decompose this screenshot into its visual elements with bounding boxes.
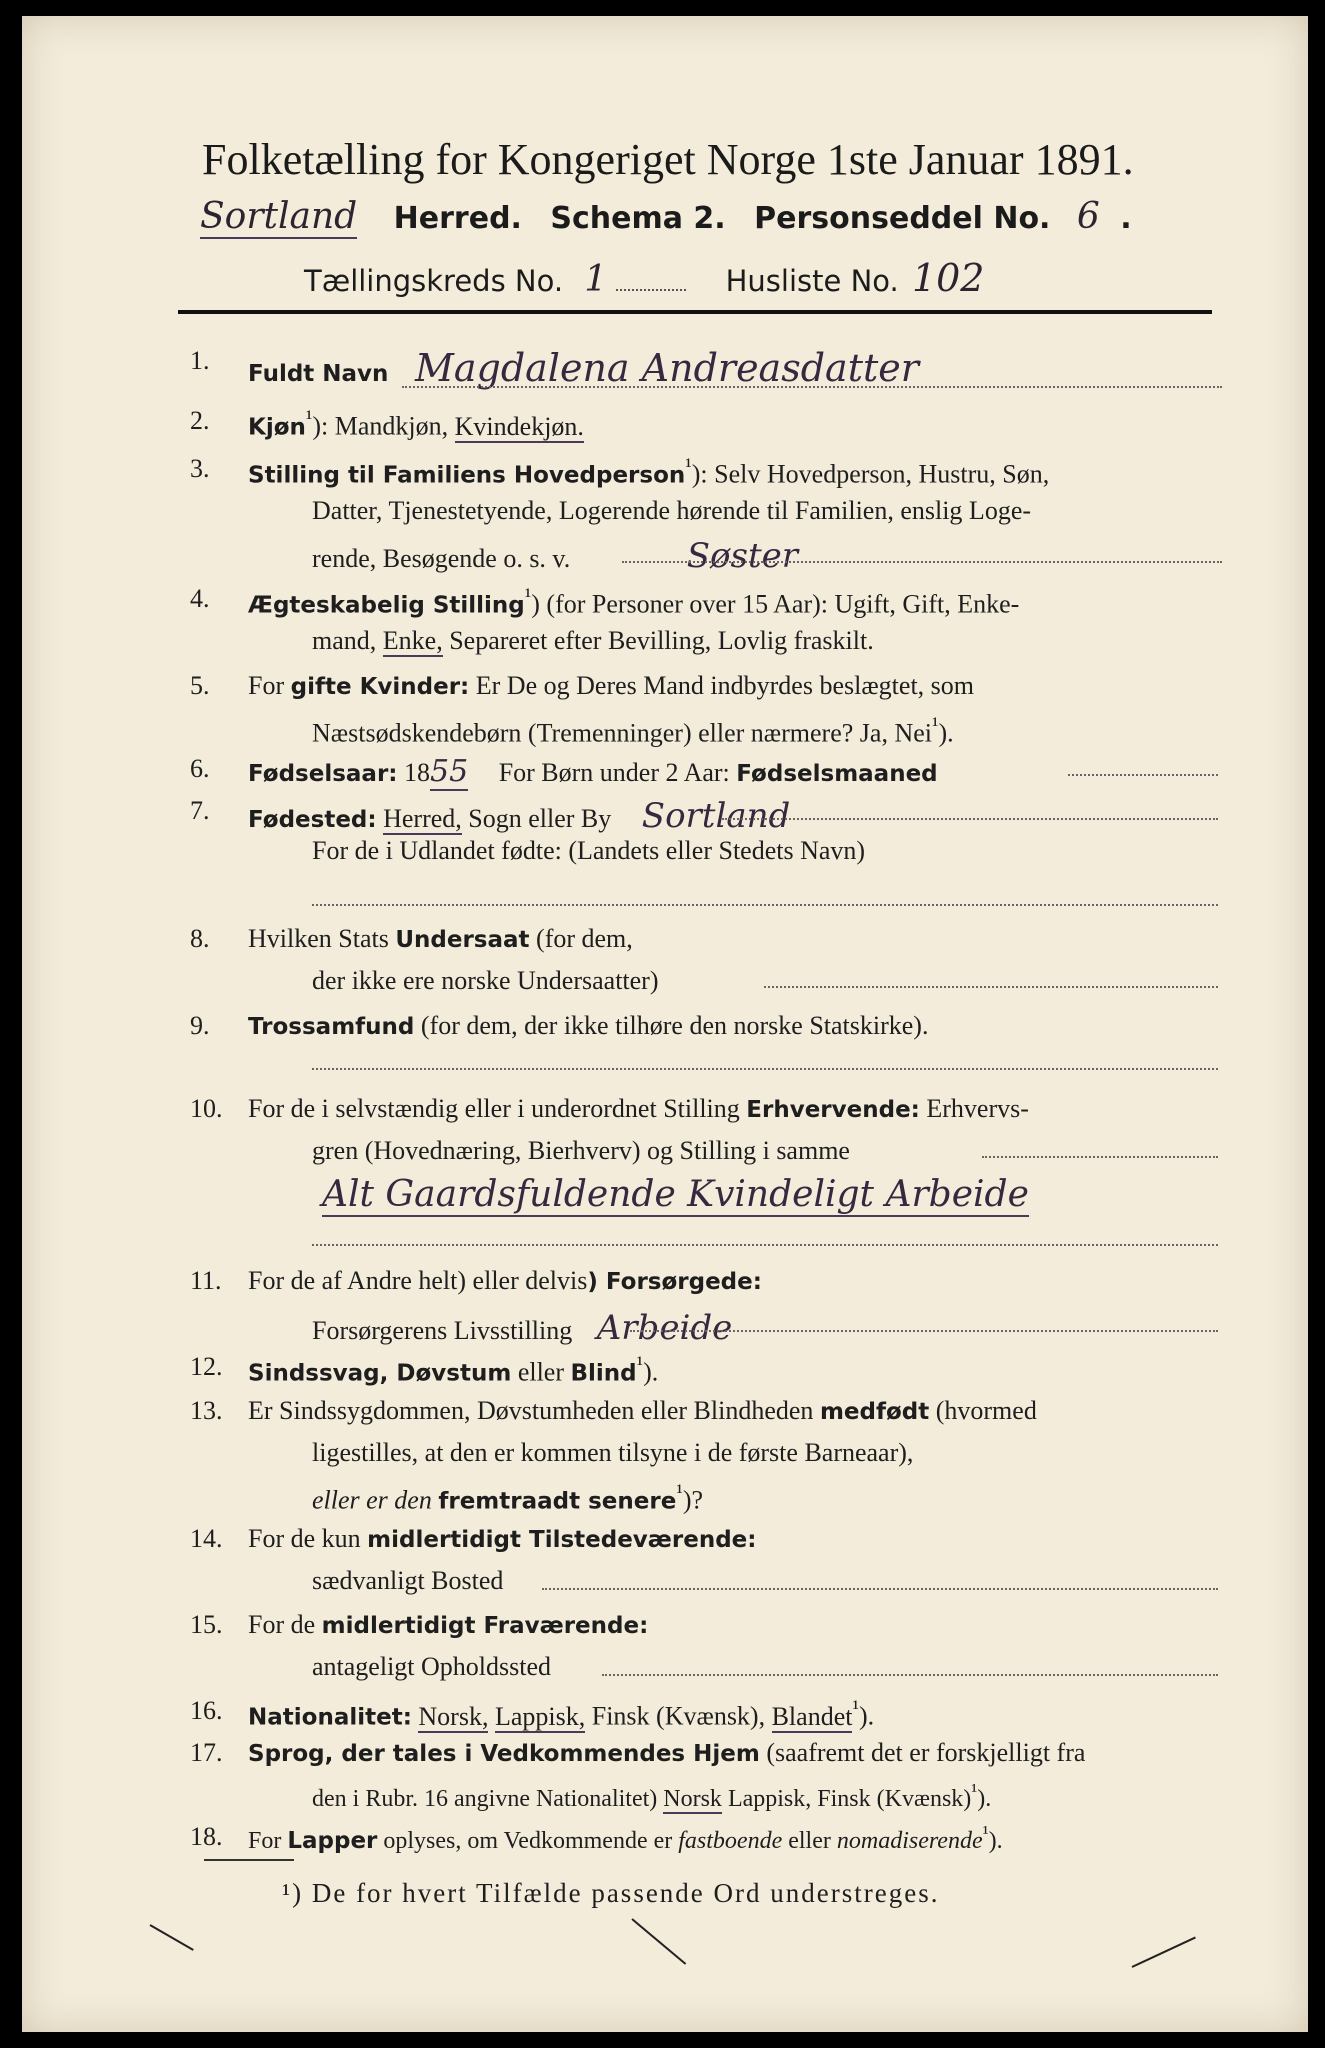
herred-label: Herred.: [393, 201, 522, 236]
item-4-selected: Enke,: [382, 626, 443, 655]
schema-label: Schema 2.: [550, 201, 726, 236]
form-title: Folketælling for Kongeriget Norge 1ste Januar 1891.: [202, 135, 1134, 184]
husliste-value: 102: [911, 256, 985, 300]
item-7-value: Sortland: [641, 796, 791, 836]
item-10-value: Alt Gaardsfuldende Kvindeligt Arbeide: [322, 1174, 1029, 1215]
item-1-value: Magdalena Andreasdatter: [414, 346, 919, 390]
item-11-value: Arbeide: [596, 1308, 733, 1348]
husliste-label: Husliste No.: [725, 264, 899, 298]
herred-line: Sortland Herred. Schema 2. Personseddel No. 6 .: [200, 196, 1132, 237]
pen-mark: [1132, 1937, 1196, 1968]
item-6-value: 55: [430, 754, 469, 789]
footnote: ¹) De for hvert Tilfælde passende Ord understreges.: [282, 1878, 940, 1908]
pen-mark: [150, 1924, 194, 1951]
kreds-value: 1: [584, 259, 608, 300]
herred-value: Sortland: [200, 196, 358, 237]
personseddel-value: 6: [1076, 196, 1100, 237]
kreds-label: Tællingskreds No.: [304, 264, 564, 298]
kreds-line: [304, 256, 984, 300]
census-form: Folketælling for Kongeriget Norge 1ste Januar 1891. Sortland Herred. Schema 2. Personseddel No. 6 . Tællingskreds No. 1 Husliste No. 102 1. Fuldt Navn Magdalena Andreasdatter 2. Kjøn$^{^1}$): Mandkjøn, Kvindekjøn. 3. Stilling til Familiens Hovedperson$^{^1}$): Selv Hovedperson, Hustru, Søn, Datter, Tjenestetyende, Logerende hørende til Familien, enslig Loge- rende, Besøgende o. s. v. Søster 4. Ægteskabelig Stilling$^{^1}$) (for Personer over 15 Aar): Ugift, Gift, Enke- mand, Enke, Separeret efter Bevilling, Lovlig fraskilt. 5. For gifte Kvinder: Er De og Deres Mand indbyrdes beslægtet, som Næstsødskendebørn (Tremenninger) eller nærmere? Ja, Nei$^{^1}$). 6. Fødselsaar: 1855 For Børn under 2 Aar: Fødselsmaaned 7. Fødested: Herred, Sogn eller By Sortland For de i Udlandet fødte: (Landets eller Stedets Navn) 8. Hvilken Stats Undersaat (for dem, der ikke ere norske Undersaatter) 9. Trossamfund (for dem, der ikke tilhøre den norske Statskirke). 10. For de i selvstændig eller i underordnet Stilling Erhvervende: Erhvervs- gren (Hovednæring, Bierhverv) og Stilling i samme Alt Gaardsfuldende Kvindeligt Arbeide 11. For de af Andre helt) eller delvis) Forsørgede: Forsørgerens Livsstilling Arbeide 12. Sindssvag, Døvstum eller Blind$^{^1}$). 13. Er Sindssygdommen, Døvstumheden eller Blindheden medfødt (hvormed ligestilles, at den er kommen tilsyne i de første Barneaar), eller er den fremtraadt senere$^{^1}$)? 14. For de kun midlertidigt Tilstedeværende: sædvanligt Bosted 15. For de midlertidigt Fraværende: antageligt Opholdssted 16. Nationalitet: Norsk, Lappisk, Finsk (Kvænsk), Blandet$^{^1}$). 17. Sprog, der tales i Vedkommendes Hjem (saafremt det er forskjelligt fra den i Rubr. 16 angivne Nationalitet) Norsk Lappisk, Finsk (Kvænsk)$^{^1}$). 18. For Lapper oplyses, om Vedkommende er fastboende eller nomadiserende$^{^1}$). ¹) De for hvert Tilfælde passende Ord understreges.: [22, 16, 1308, 2032]
personseddel-label: Personseddel No.: [754, 201, 1051, 236]
footnote-rule: [204, 1859, 294, 1861]
item-1-label: Fuldt Navn: [248, 361, 389, 387]
item-2-selected: Kvindekjøn.: [454, 411, 584, 441]
item-3-value: Søster: [686, 536, 798, 576]
pen-mark: [631, 1918, 686, 1965]
header-rule: [178, 310, 1212, 314]
